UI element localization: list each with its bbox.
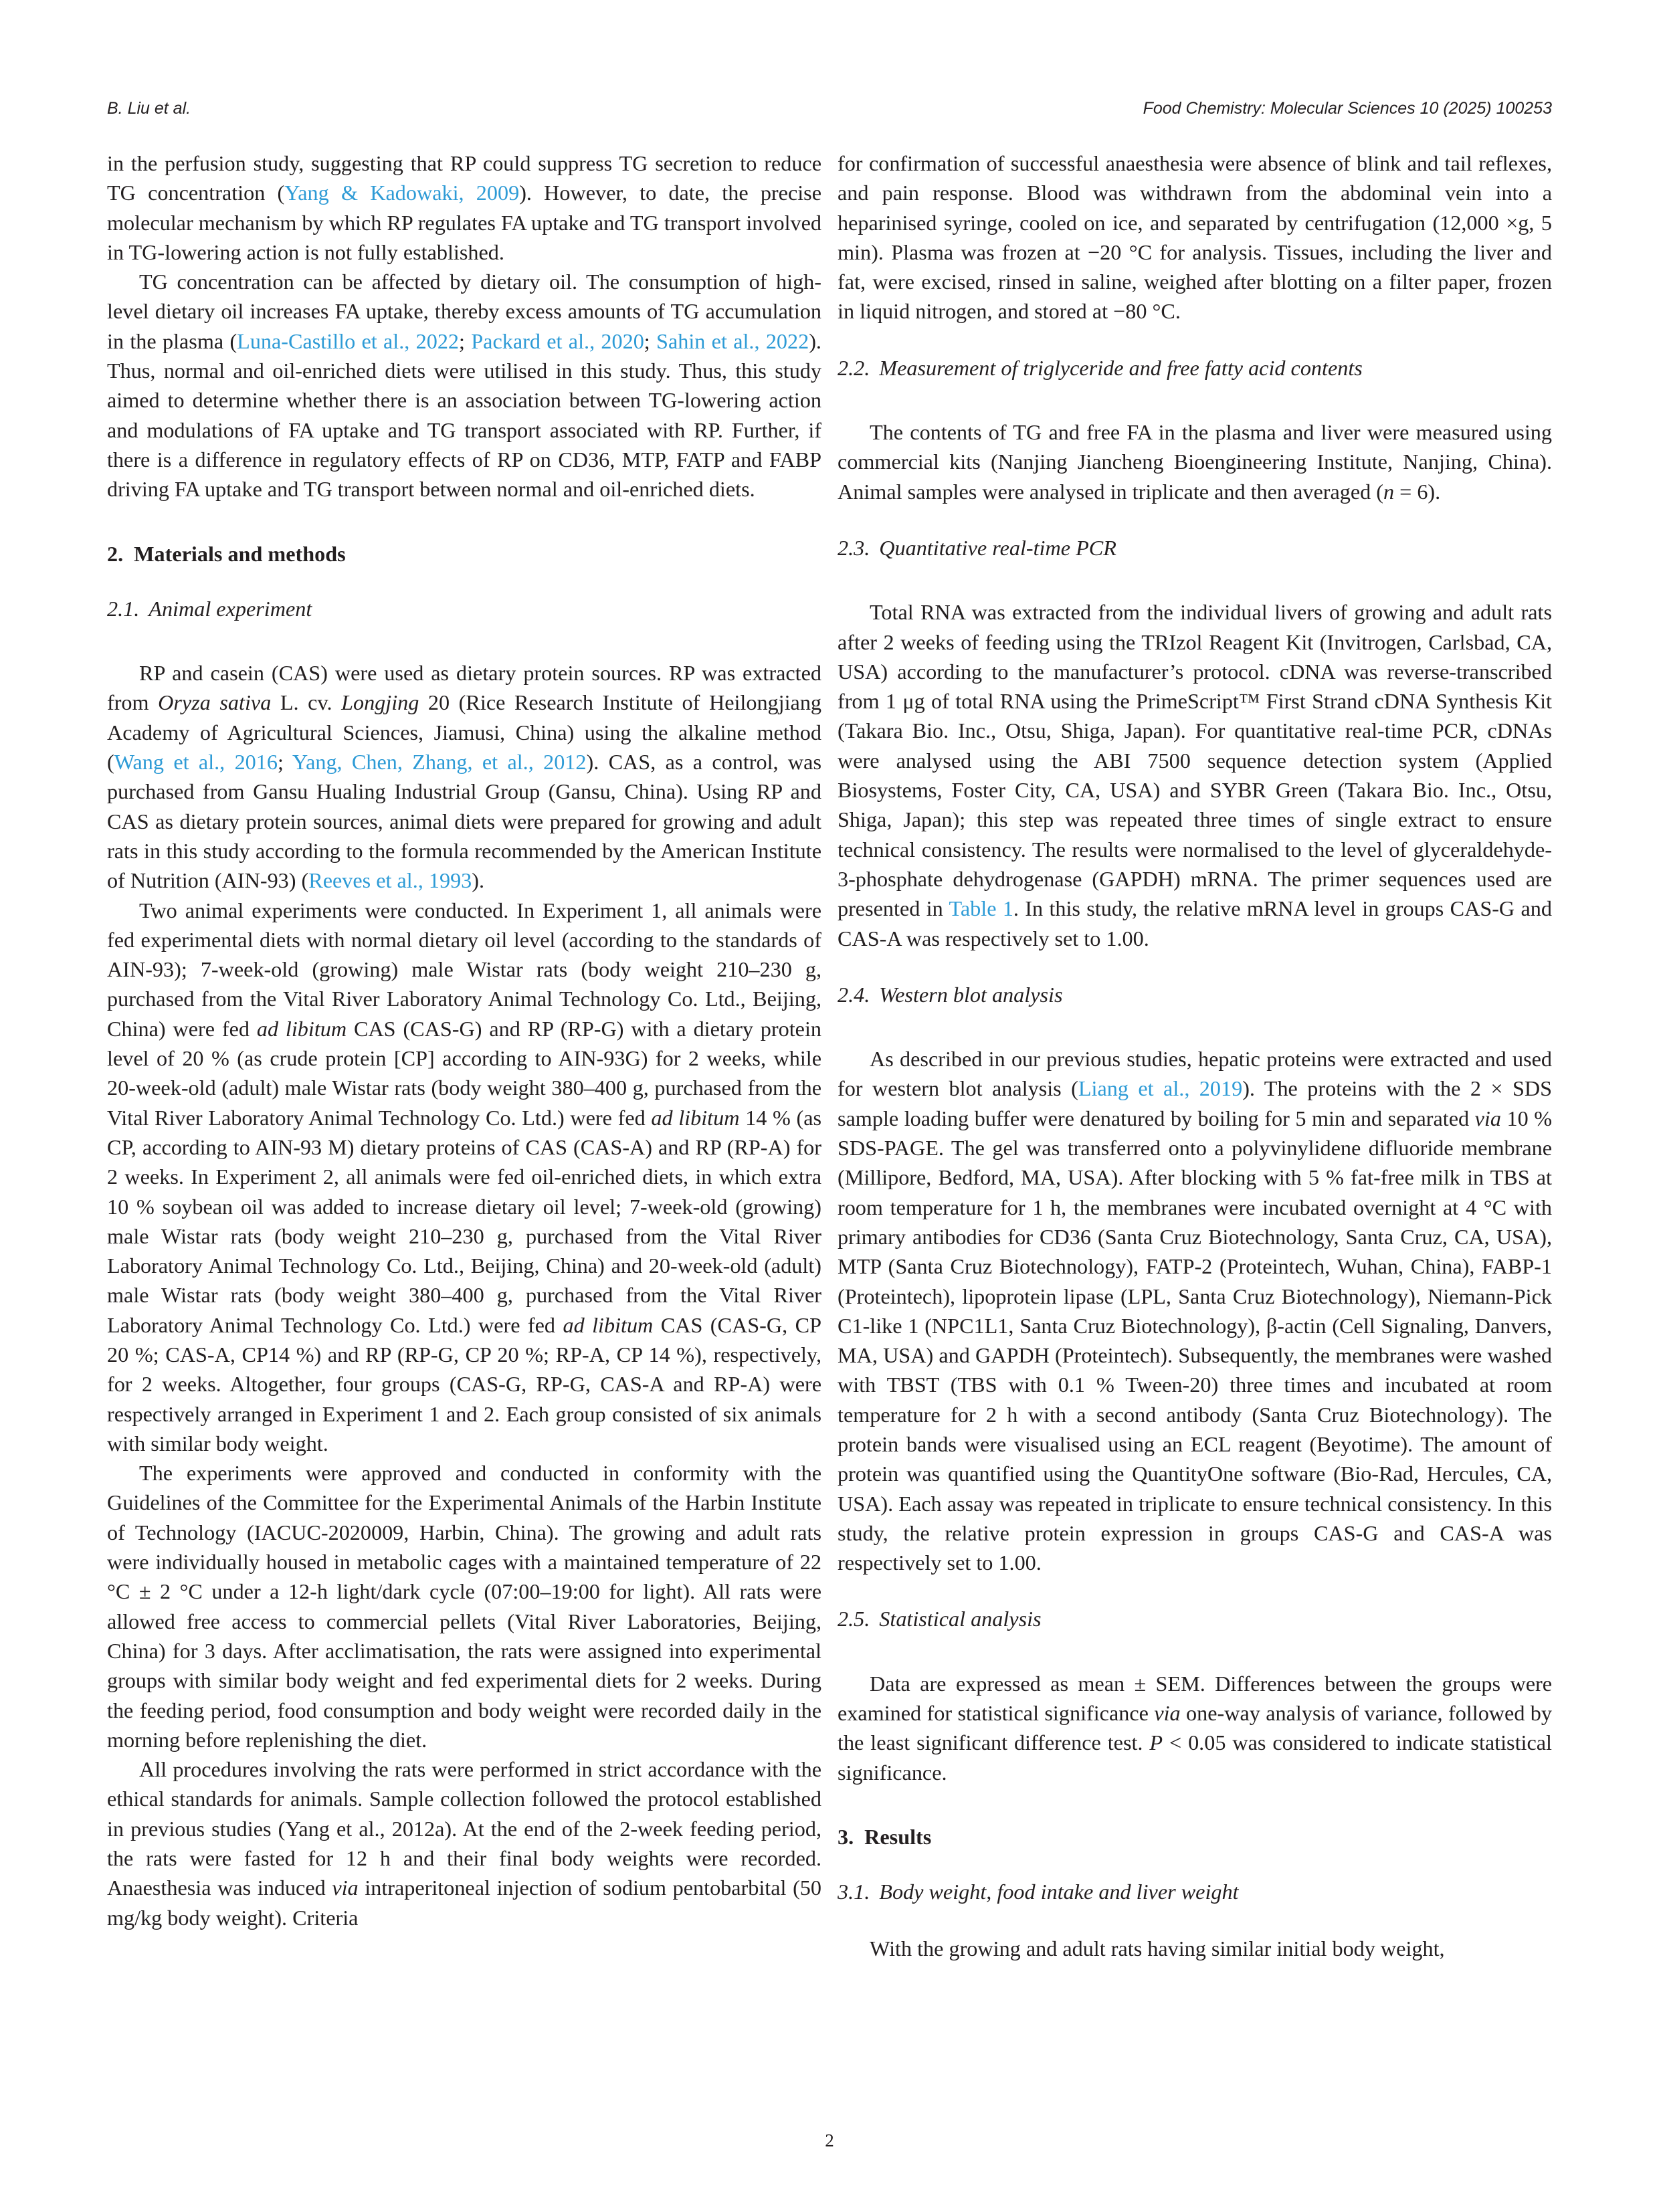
citation-link[interactable]: Yang, Chen, Zhang, et al., 2012	[292, 750, 587, 775]
running-header-journal: Food Chemistry: Molecular Sciences 10 (2025) 100253	[1143, 99, 1552, 118]
intro-paragraph: TG concentration can be affected by dietary oil. The consumption of high-level dietary oil increases FA uptake, thereby excess amounts of TG accumulation in the plasma (Luna-Castillo et al., 2022; Packard et al., 2020; Sahin et al., 2022). Thus, normal and oil-enriched diets were utilised in this study. Thus, this study aimed to determine whether there is an association between TG-lowering action and modulations of FA uptake and TG transport associated with RP. Further, if there is a difference in regulatory effects of RP on CD36, MTP, FATP and FABP driving FA uptake and TG transport between normal and oil-enriched diets.	[107, 270, 821, 502]
subsection-heading: 2.3. Quantitative real-time PCR	[838, 535, 1116, 560]
citation-link[interactable]: Luna-Castillo et al., 2022	[237, 328, 460, 353]
subsection-heading: 2.2. Measurement of triglyceride and free fatty acid contents	[838, 355, 1363, 380]
body-paragraph: As described in our previous studies, hepatic proteins were extracted and used for western blot analysis (Liang et al., 2019). The proteins with the 2 × SDS sample loading buffer were denatured by boiling for 5 min and separated via 10 % SDS-PAGE. The gel was transferred onto a polyvinylidene difluoride membrane (Millipore, Bedford, MA, USA). After blocking with 5 % fat-free milk in TBS at room temperature for 1 h, the membranes were incubated overnight at 4 °C with primary antibodies for CD36 (Santa Cruz Biotechnology, Santa Cruz, CA, USA), MTP (Santa Cruz Biotechnology), FATP-2 (Proteintech, Wuhan, China), FABP-1 (Proteintech), lipoprotein lipase (LPL, Santa Cruz Biotechnology), Niemann-Pick C1-like 1 (NPC1L1, Santa Cruz Biotechnology), β-actin (Cell Signaling, Danvers, MA, USA) and GAPDH (Proteintech). Subsequently, the membranes were washed with TBST (TBS with 0.1 % Tween-20) three times and incubated at room temperature for 2 h with a second antibody (Santa Cruz Biotechnology). The protein bands were visualised using an ECL reagent (Beyotime). The amount of protein was quantified using the QuantityOne software (Bio-Rad, Hercules, CA, USA). Each assay was repeated in triplicate to ensure technical consistency. In this study, the relative protein expression in groups CAS-G and CAS-A was respectively set to 1.00.	[838, 1047, 1553, 1575]
body-paragraph: Total RNA was extracted from the individual livers of growing and adult rats after 2 weeks of feeding using the TRIzol Reagent Kit (Invitrogen, Carlsbad, CA, USA) according to the manufacturer’s protocol. cDNA was reverse-transcribed from 1 μg of total RNA using the PrimeScript™ First Strand cDNA Synthesis Kit (Takara Bio. Inc., Otsu, Shiga, Japan). For quantitative real-time PCR, cDNAs were analysed using the ABI 7500 sequence detection system (Applied Biosystems, Foster City, CA, USA) and SYBR Green (Takara Bio. Inc., Otsu, Shiga, Japan); this step was repeated three times of single extract to ensure technical consistency. The results were normalised to the level of glyceraldehyde-3-phosphate dehydrogenase (GAPDH) mRNA. The primer sequences used are presented in Table 1. In this study, the relative mRNA level in groups CAS-G and CAS-A was respectively set to 1.00.	[838, 600, 1552, 950]
subsection-heading: 2.5. Statistical analysis	[838, 1607, 1042, 1631]
citation-link[interactable]: Sahin et al., 2022	[656, 328, 809, 353]
section-heading: 2. Materials and methods	[107, 541, 346, 566]
right-column	[838, 148, 1552, 1963]
citation-link[interactable]: Packard et al., 2020	[471, 328, 644, 353]
citation-link[interactable]: Wang et al., 2016	[114, 750, 278, 775]
body-paragraph: All procedures involving the rats were performed in strict accordance with the ethical standards for animals. Sample collection followed the protocol established in previous studies (Yang et al., 2012a). At the end of the 2-week feeding period, the rats were fasted for 12 h and their final body weights were recorded. Anaesthesia was induced via intraperitoneal injection of sodium pentobarbital (50 mg/kg body weight). Criteria	[107, 1757, 821, 1930]
intro-paragraph-continued: in the perfusion study, suggesting that RP could suppress TG secretion to reduce TG concentration (Yang & Kadowaki, 2009). However, to date, the precise molecular mechanism by which RP regulates FA uptake and TG transport involved in TG-lowering action is not fully established.	[107, 151, 821, 264]
citation-link[interactable]: Liang et al., 2019	[1078, 1076, 1243, 1101]
body-paragraph: The experiments were approved and conducted in conformity with the Guidelines of the Committee for the Experimental Animals of the Harbin Institute of Technology (IACUC-2020009, Harbin, China). The growing and adult rats were individually housed in metabolic cages with a maintained temperature of 22 °C ± 2 °C under a 12-h light/dark cycle (07:00–19:00 for light). All rats were allowed free access to commercial pellets (Vital River Laboratories, Beijing, China) for 3 days. After acclimatisation, the rats were assigned into experimental groups with similar body weight and fed experimental diets for 2 weeks. During the feeding period, food consumption and body weight were recorded daily in the morning before replenishing the diet.	[107, 1461, 821, 1752]
left-column	[107, 148, 821, 1932]
body-paragraph: RP and casein (CAS) were used as dietary protein sources. RP was extracted from Oryza sativa L. cv. Longjing 20 (Rice Research Institute of Heilongjiang Academy of Agricultural Sciences, Jiamusi, China) using the alkaline method (Wang et al., 2016; Yang, Chen, Zhang, et al., 2012). CAS, as a control, was purchased from Gansu Hualing Industrial Group (Gansu, China). Using RP and CAS as dietary protein sources, animal diets were prepared for growing and adult rats in this study according to the formula recommended by the American Institute of Nutrition (AIN-93) (Reeves et al., 1993).	[107, 661, 822, 893]
running-header-authors: B. Liu et al.	[107, 99, 191, 118]
body-paragraph: The contents of TG and free FA in the plasma and liver were measured using commercial kits (Nanjing Jiancheng Bioengineering Institute, Nanjing, China). Animal samples were analysed in triplicate and then averaged (n = 6).	[838, 420, 1552, 504]
subsection-heading: 3.1. Body weight, food intake and liver weight	[838, 1880, 1239, 1904]
subsection-heading: 2.1. Animal experiment	[107, 596, 312, 621]
body-paragraph: Two animal experiments were conducted. In Experiment 1, all animals were fed experimental diets with normal dietary oil level (according to the standards of AIN-93); 7-week-old (growing) male Wistar rats (body weight 210–230 g, purchased from the Vital River Laboratory Animal Technology Co. Ltd., Beijing, China) were fed ad libitum CAS (CAS-G) and RP (RP-G) with a dietary protein level of 20 % (as crude protein [CP] according to AIN-93G) for 2 weeks, while 20-week-old (adult) male Wistar rats (body weight 380–400 g, purchased from the Vital River Laboratory Animal Technology Co. Ltd.) were fed ad libitum 14 % (as CP, according to AIN-93 M) dietary proteins of CAS (CAS-A) and RP (RP-A) for 2 weeks. In Experiment 2, all animals were fed oil-enriched diets, in which extra 10 % soybean oil was added to increase dietary oil level; 7-week-old (growing) male Wistar rats (body weight 210–230 g, purchased from the Vital River Laboratory Animal Technology Co. Ltd., Beijing, China) and 20-week-old (adult) male Wistar rats (body weight 380–400 g, purchased from the Vital River Laboratory Animal Technology Co. Ltd.) were fed ad libitum CAS (CAS-G, CP 20 %; CAS-A, CP14 %) and RP (RP-G, CP 20 %; RP-A, CP 14 %), respectively, for 2 weeks. Altogether, four groups (CAS-G, RP-G, CAS-A and RP-A) were respectively arranged in Experiment 1 and 2. Each group consisted of six animals with similar body weight.	[107, 898, 822, 1455]
body-paragraph: Data are expressed as mean ± SEM. Differences between the groups were examined for statistical significance via one-way analysis of variance, followed by the least significant difference test. P < 0.05 was considered to indicate statistical significance.	[838, 1671, 1552, 1785]
citation-link[interactable]: Reeves et al., 1993	[308, 868, 472, 893]
body-paragraph: With the growing and adult rats having similar initial body weight,	[870, 1936, 1445, 1960]
citation-link[interactable]: Yang & Kadowaki, 2009	[284, 181, 520, 205]
body-paragraph-continued: for confirmation of successful anaesthesia were absence of blink and tail reflexes, and pain response. Blood was withdrawn from the abdominal vein into a heparinised syringe, cooled on ice, and separated by centrifugation (12,000 ×g, 5 min). Plasma was frozen at −20 °C for analysis. Tissues, including the liver and fat, were excised, rinsed in saline, weighed after blotting on a filter paper, frozen in liquid nitrogen, and stored at −80 °C.	[838, 151, 1552, 324]
table-link[interactable]: Table 1	[949, 896, 1013, 921]
page-number: 2	[825, 2130, 834, 2150]
subsection-heading: 2.4. Western blot analysis	[838, 982, 1063, 1007]
section-heading: 3. Results	[838, 1824, 932, 1849]
